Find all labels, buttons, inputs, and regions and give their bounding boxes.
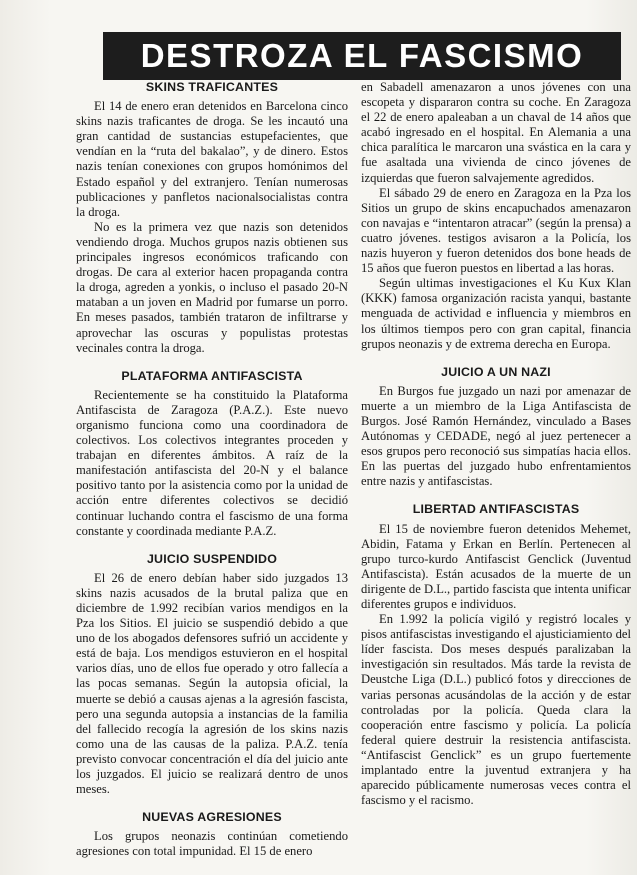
- heading-skins-traficantes: SKINS TRAFICANTES: [145, 80, 279, 94]
- paragraph: El sábado 29 de enero en Zaragoza en la Pza los Sitios un grupo de skins encapuchados amenazaron con navajas e “intentaron atracar” (según la prensa) a cuatro jóvenes. testigos avisaron a la Policía, los nazis huyeron y fueron detenidos dos bone heads de 15 años que fueron puestos en libertad a las horas.: [361, 185, 631, 276]
- paragraph: El 14 de enero eran detenidos en Barcelona cinco skins nazis traficantes de droga. Se les incautó una gran cantidad de sustancias estupefacientes, que vendían en la “ruta del bakalao”, y de dinero. Estos nazis tenían conexiones con grupos homónimos del Estado español y del extranjero. Tenían numerosas publicaciones y panfletos nacionalsocialistas contra la droga.: [76, 99, 348, 219]
- paragraph: En Burgos fue juzgado un nazi por amenazar de muerte a un miembro de la Liga Antifascista de Burgos. José Ramón Hernández, vinculado a Bases Autónomas y CEDADE, negó al juez pertenecer a esos grupos pero reconoció sus simpatías hacia ellos. En las puertas del juzgado hubo enfrentamientos entre nazis y antifascistas.: [361, 383, 631, 489]
- heading-nuevas-agresiones: NUEVAS AGRESIONES: [142, 810, 282, 825]
- paragraph: El 26 de enero debían haber sido juzgados 13 skins nazis acusados de la brutal paliza que en diciembre de 1.992 recibían varios mendigos en la Pza los Sitios. El juicio se suspendió debido a que uno de los abogados defensores sufrió un accidente y está de baja. Los mendigos estuvieron en el hospital varios días, uno de ellos fue operado y otro fallecía a las pocas semanas. Según la autopsia oficial, la muerte se debió a causas ajenas a la agresión fascista, pero una segunda autopsia a instancias de la familia del fallecido recogía la agresión de los skins nazis como una de las causas de la paliza. P.A.Z. tenía previsto convocar concentración el día del juicio ante los juzgados. El juicio se realizará dentro de unos meses.: [76, 570, 348, 797]
- heading-plataforma-antifascista: PLATAFORMA ANTIFASCISTA: [121, 368, 303, 383]
- right-column: [361, 80, 631, 808]
- heading-libertad-antifascistas: LIBERTAD ANTIFASCISTAS: [412, 502, 580, 517]
- paragraph: Los grupos neonazis continúan cometiendo agresiones con total impunidad. El 15 de enero: [76, 829, 348, 859]
- paragraph: En 1.992 la policía vigiló y registró locales y pisos antifascistas investigando el ajusticiamiento del líder fascista. Dos meses después paralizaban la investigación sin resultados. Más tarde la revista de Deustche Liga (D.L.) publicó fotos y direcciones de varias personas acusándolas de la acción y de estar controladas por la policía. Queda clara la cooperación entre fascismo y policía. La policía federal quiere destruir la resistencia antifascista. “Antifascist Genclick” es un grupo fuertemente implantado entre la juventud extranjera y ha aparecido públicamente numerosas veces contra el fascismo y el racismo.: [361, 612, 631, 808]
- paragraph: No es la primera vez que nazis son detenidos vendiendo droga. Muchos grupos nazis obtienen sus principales ingresos económicos traficando con drogas. De cara al exterior hacen propaganda contra la droga, agreden a yonkis, o incluso el pasado 20-N mataban a un joven en Madrid por fumarse un porro. En meses pasados, también trataron de infiltrarse y aprovechar las oscuras y populistas protestas vecinales contra la droga.: [76, 219, 348, 355]
- title-banner: [103, 32, 621, 80]
- heading-juicio-suspendido: JUICIO SUSPENDIDO: [146, 551, 278, 566]
- paragraph: en Sabadell amenazaron a unos jóvenes con una escopeta y dispararon contra su coche. En Zaragoza el 22 de enero apaleaban a un chaval de 14 años que acabó ingresado en el hospital. En Alemania a una chica paralítica le marcaron una svástica en la cara y fue asaltada una vivienda de cinco jóvenes de izquierdas que fueron salvajemente agredidos.: [361, 80, 631, 185]
- page-title: DESTROZA EL FASCISMO: [140, 37, 584, 74]
- left-column: [76, 80, 348, 860]
- paragraph: Según ultimas investigaciones el Ku Kux Klan (KKK) famosa organización racista yanqui, bastante menguada de actividad e influencia y miembros en los últimos tiempos pero con gran capital, financia grupos neonazis y de extrema derecha en Europa.: [361, 276, 631, 351]
- paragraph: El 15 de noviembre fueron detenidos Mehemet, Abidin, Fatama y Erkan en Berlín. Pertenecen al grupo turco-kurdo Antifascist Genclick (Juventud Antifascista). Están acusados de la muerte de un dirigente de D.L., partido fascista que intenta unificar diferentes grupos e individuos.: [361, 521, 631, 611]
- paragraph: Recientemente se ha constituido la Plataforma Antifascista de Zaragoza (P.A.Z.). Este nuevo organismo funciona como una coordinadora de colectivos. Los colectivos integrantes proceden y trabajan en diferentes ámbitos. A raíz de la manifestación antifascista del 20-N y el balance positivo tanto por la asistencia como por la unidad de acción entre diferentes colectivos se decidió continuar luchando contra el fascismo de una forma constante y coordinada mediante P.A.Z.: [76, 387, 348, 538]
- heading-juicio-a-un-nazi: JUICIO A UN NAZI: [441, 364, 551, 379]
